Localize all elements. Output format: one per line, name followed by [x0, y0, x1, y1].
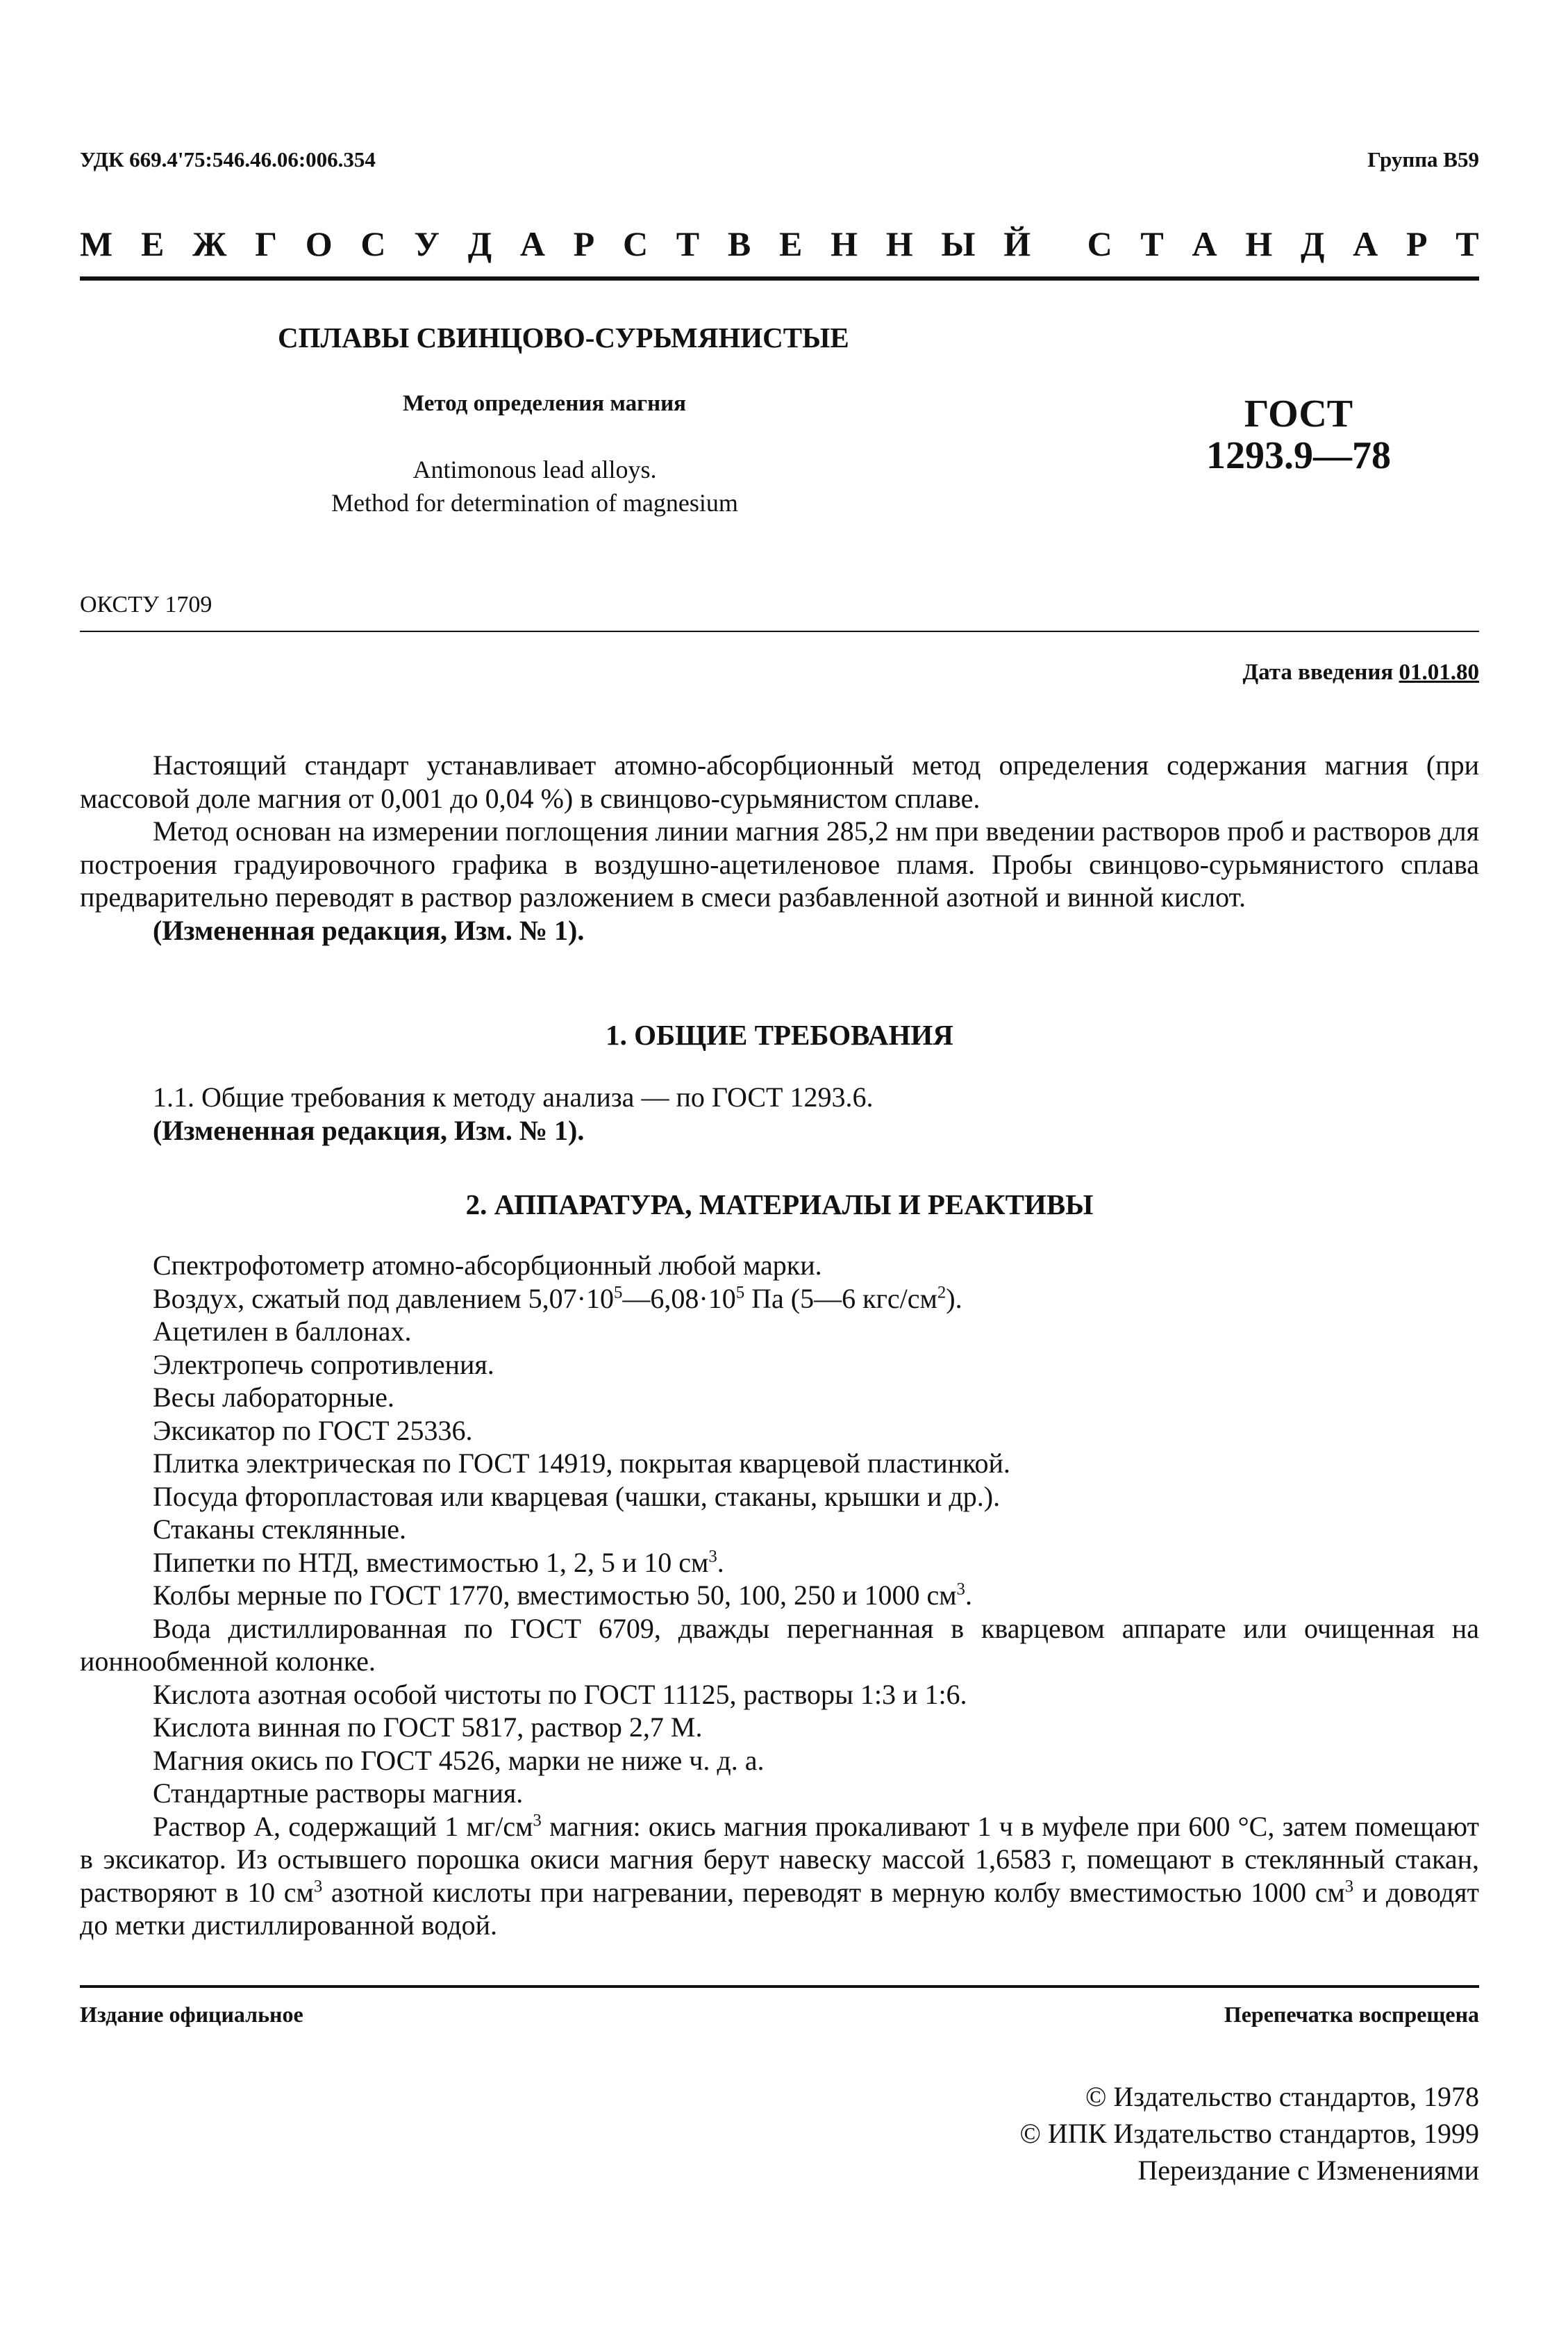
banner-letter: А — [1192, 224, 1217, 263]
edit-note: (Измененная редакция, Изм. № 1). — [153, 1114, 585, 1146]
list-item: Стаканы стеклянные. — [153, 1513, 406, 1545]
gost-number: 1293.9—78 — [1206, 434, 1391, 477]
document-subtitle: Метод определения магния — [403, 391, 686, 416]
english-title-line: Method for determination of magnesium — [331, 489, 738, 517]
reissue-note: Переиздание с Изменениями — [1137, 2155, 1479, 2186]
reprint-prohibited-label: Перепечатка воспрещена — [1224, 2002, 1479, 2027]
banner-letter: Й — [1003, 224, 1031, 263]
banner-letter: Т — [1456, 224, 1479, 263]
banner-letter: Ж — [192, 224, 227, 263]
interstate-standard-banner — [80, 224, 1479, 264]
banner-letter: Е — [140, 224, 165, 263]
banner-letter: Р — [1406, 224, 1428, 263]
banner-letter: Т — [1140, 224, 1164, 263]
group-code: Группа В59 — [1367, 147, 1479, 172]
section-heading: 1. ОБЩИЕ ТРЕБОВАНИЯ — [606, 1019, 953, 1051]
section2-body — [80, 1249, 1479, 1942]
english-title-line: Antimonous lead alloys. — [412, 456, 657, 483]
banner-letter: Ы — [941, 224, 976, 263]
copyright-line: © Издательство стандартов, 1978 — [1085, 2081, 1479, 2112]
list-item: Электропечь сопротивления. — [153, 1348, 494, 1380]
banner-letter: А — [1353, 224, 1378, 263]
official-edition-label: Издание официальное — [80, 2002, 303, 2027]
banner-letter: Д — [1301, 224, 1325, 263]
banner-letter: Т — [676, 224, 700, 263]
header-rule — [80, 631, 1479, 632]
gost-label: ГОСТ — [1244, 392, 1353, 436]
section1-body — [80, 1081, 1479, 1147]
banner-letter: А — [519, 224, 545, 263]
gost-designation — [1181, 393, 1417, 476]
banner-letter: В — [727, 224, 751, 263]
banner-letter: С — [360, 224, 386, 263]
banner-letter: М — [80, 224, 113, 263]
list-item: Пипетки по НТД, вместимостью 1, 2, 5 и 10 $см^3$. — [153, 1546, 724, 1578]
banner-rule — [80, 276, 1479, 281]
list-item: Кислота винная по ГОСТ 5817, раствор 2,7 М. — [153, 1711, 703, 1743]
footer-rule — [80, 1985, 1479, 1988]
list-item: Ацетилен в баллонах. — [153, 1316, 412, 1347]
english-title — [222, 453, 847, 520]
intro-section — [80, 749, 1479, 947]
banner-letter: О — [305, 224, 333, 263]
banner-letter: Р — [573, 224, 595, 263]
list-item: Вода дистиллированная по ГОСТ 6709, дважды перегнанная в кварцевом аппарате или очищенная на ионнообменной колонке. — [80, 1612, 1479, 1677]
list-item: Кислота азотная особой чистоты по ГОСТ 11125, растворы 1:3 и 1:6. — [153, 1678, 967, 1710]
list-item: Спектрофотометр атомно-абсорбционный любой марки. — [153, 1250, 822, 1281]
list-item: Посуда фторопластовая или кварцевая (чашки, стаканы, крышки и др.). — [153, 1480, 1001, 1512]
section1-paragraph: 1.1. Общие требования к методу анализа — по ГОСТ 1293.6. — [153, 1081, 874, 1113]
list-item: Эксикатор по ГОСТ 25336. — [153, 1414, 473, 1446]
intro-paragraph: Настоящий стандарт устанавливает атомно-абсорбционный метод определения содержания магния (при массовой доле магния от 0,001 до 0,04 %) в свинцово-сурьмянистом сплаве. — [80, 749, 1479, 814]
introduction-date — [1242, 660, 1479, 686]
banner-letter: С — [1087, 224, 1112, 263]
list-item: Колбы мерные по ГОСТ 1770, вместимостью 50, 100, 250 и 1000 $см^3$. — [153, 1579, 972, 1611]
list-item: Магния окись по ГОСТ 4526, марки не ниже ч. д. а. — [153, 1744, 765, 1776]
copyright-block — [1020, 2078, 1479, 2189]
banner-letter: Д — [467, 224, 492, 263]
introduction-date-value: 01.01.80 — [1399, 660, 1479, 685]
banner-letter: Н — [831, 224, 858, 263]
document-title: СПЛАВЫ СВИНЦОВО-СУРЬМЯНИСТЫЕ — [278, 322, 849, 354]
banner-letter: У — [414, 224, 440, 263]
section-heading: 2. АППАРАТУРА, МАТЕРИАЛЫ И РЕАКТИВЫ — [465, 1188, 1094, 1220]
copyright-line: © ИПК Издательство стандартов, 1999 — [1019, 2118, 1479, 2149]
introduction-date-label: Дата введения — [1242, 660, 1399, 685]
udk-code: УДК 669.4'75:546.46.06:006.354 — [80, 147, 376, 172]
oksty-code: ОКСТУ 1709 — [80, 592, 212, 617]
edit-note: (Измененная редакция, Изм. № 1). — [153, 914, 585, 946]
list-item: Стандартные растворы магния. — [153, 1777, 524, 1809]
list-item: Плитка электрическая по ГОСТ 14919, покрытая кварцевой пластинкой. — [153, 1448, 1010, 1479]
list-item: Раствор А, содержащий 1 $мг/см^3$ магния: окись магния прокаливают 1 ч в муфеле при 600 °С, затем помещают в эксикатор. Из остывшего порошка окиси магния берут навеску массой 1,6583 г, помещают в стеклянный стакан, растворяют в 10 $см^3$ азотной кислоты при нагревании, переводят в мерную колбу вместимостью 1000 $см^3$ и доводят до метки дистиллированной водой. — [80, 1810, 1480, 1941]
banner-letter: Н — [1245, 224, 1273, 263]
banner-letter: Е — [778, 224, 803, 263]
banner-letter: Г — [255, 224, 278, 263]
intro-paragraph: Метод основан на измерении поглощения линии магния 285,2 нм при введении растворов проб и растворов для построения градуировочного графика в воздушно-ацетиленовое пламя. Пробы свинцово-сурьмянистого сплава предварительно переводят в раствор разложением в смеси разбавленной азотной и винной кислот. — [80, 815, 1479, 913]
banner-letter: С — [622, 224, 649, 263]
banner-letter: Н — [885, 224, 913, 263]
list-item: Весы лабораторные. — [153, 1382, 394, 1413]
list-item: Воздух, сжатый под давлением $5,07\cdot 10^5—6,08\cdot 10^5$ Па (5—6 кгс/$см^2$). — [153, 1282, 962, 1314]
